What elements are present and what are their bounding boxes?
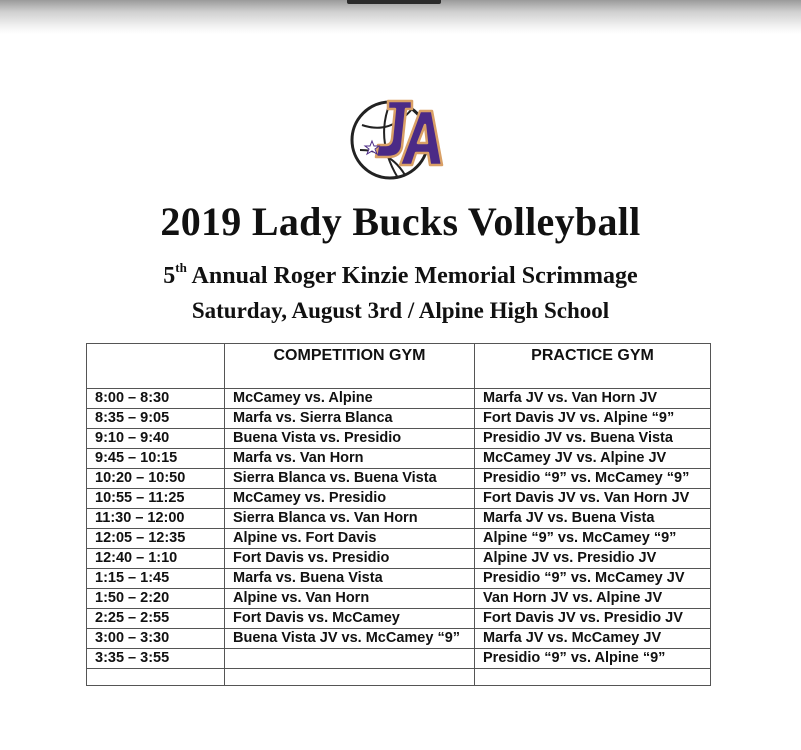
table-row [87,409,711,429]
competition-gym-cell: Fort Davis vs. Presidio [225,549,475,569]
competition-gym-cell: Buena Vista JV vs. McCamey “9” [225,629,475,649]
event-date-location: Saturday, August 3rd / Alpine High School [191,298,610,323]
competition-gym-cell: Marfa vs. Buena Vista [225,569,475,589]
table-row [87,609,711,629]
table-row [87,649,711,669]
practice-gym-cell: McCamey JV vs. Alpine JV [475,449,711,469]
subtitle-ordinal-suffix: th [175,260,187,275]
practice-gym-cell: Marfa JV vs. McCamey JV [475,629,711,649]
subtitle-text: Annual Roger Kinzie Memorial Scrimmage [186,263,638,289]
time-cell: 1:15 – 1:45 [87,569,225,589]
competition-gym-cell: Marfa vs. Van Horn [225,449,475,469]
competition-gym-cell: McCamey vs. Alpine [225,389,475,409]
practice-gym-cell: Fort Davis JV vs. Alpine “9” [475,409,711,429]
practice-gym-cell: Presidio “9” vs. McCamey JV [475,569,711,589]
practice-gym-cell: Alpine JV vs. Presidio JV [475,549,711,569]
table-row [87,389,711,409]
practice-gym-cell: Marfa JV vs. Buena Vista [475,509,711,529]
column-header-time [87,344,225,389]
column-header-competition-gym: COMPETITION GYM [225,344,475,389]
table-row [87,569,711,589]
competition-gym-cell: Alpine vs. Fort Davis [225,529,475,549]
practice-gym-cell: Marfa JV vs. Van Horn JV [475,389,711,409]
time-cell: 3:00 – 3:30 [87,629,225,649]
practice-gym-cell: Presidio “9” vs. Alpine “9” [475,649,711,669]
time-cell: 1:50 – 2:20 [87,589,225,609]
competition-gym-cell: McCamey vs. Presidio [225,489,475,509]
time-cell: 12:40 – 1:10 [87,549,225,569]
alpine-volleyball-logo-icon [350,95,450,185]
schedule-body [87,389,711,686]
subtitle-ordinal: 5 [163,263,176,289]
time-cell: 8:35 – 9:05 [87,409,225,429]
competition-gym-cell: Fort Davis vs. McCamey [225,609,475,629]
competition-gym-cell: Buena Vista vs. Presidio [225,429,475,449]
empty-cell [475,669,711,686]
time-cell: 11:30 – 12:00 [87,509,225,529]
window-top-bar [0,0,801,34]
table-row [87,509,711,529]
practice-gym-cell: Alpine “9” vs. McCamey “9” [475,529,711,549]
time-cell: 8:00 – 8:30 [87,389,225,409]
table-row [87,589,711,609]
schedule-table [86,343,711,686]
time-cell: 10:55 – 11:25 [87,489,225,509]
competition-gym-cell: Alpine vs. Van Horn [225,589,475,609]
column-header-practice-gym: PRACTICE GYM [475,344,711,389]
competition-gym-cell [225,649,475,669]
table-row [87,529,711,549]
competition-gym-cell: Sierra Blanca vs. Van Horn [225,509,475,529]
table-row [87,489,711,509]
time-cell: 2:25 – 2:55 [87,609,225,629]
empty-cell [87,669,225,686]
empty-cell [225,669,475,686]
competition-gym-cell: Sierra Blanca vs. Buena Vista [225,469,475,489]
table-header-row [87,344,711,389]
practice-gym-cell: Fort Davis JV vs. Presidio JV [475,609,711,629]
competition-gym-cell: Marfa vs. Sierra Blanca [225,409,475,429]
practice-gym-cell: Presidio “9” vs. McCamey “9” [475,469,711,489]
table-row [87,629,711,649]
practice-gym-cell: Presidio JV vs. Buena Vista [475,429,711,449]
table-row [87,549,711,569]
time-cell: 9:45 – 10:15 [87,449,225,469]
practice-gym-cell: Van Horn JV vs. Alpine JV [475,589,711,609]
table-row-empty [87,669,711,686]
practice-gym-cell: Fort Davis JV vs. Van Horn JV [475,489,711,509]
time-cell: 9:10 – 9:40 [87,429,225,449]
page-title: 2019 Lady Bucks Volleyball [160,199,641,244]
table-row [87,449,711,469]
drag-handle[interactable] [347,0,441,4]
time-cell: 12:05 – 12:35 [87,529,225,549]
time-cell: 10:20 – 10:50 [87,469,225,489]
table-row [87,469,711,489]
table-row [87,429,711,449]
event-subtitle [0,262,801,290]
time-cell: 3:35 – 3:55 [87,649,225,669]
